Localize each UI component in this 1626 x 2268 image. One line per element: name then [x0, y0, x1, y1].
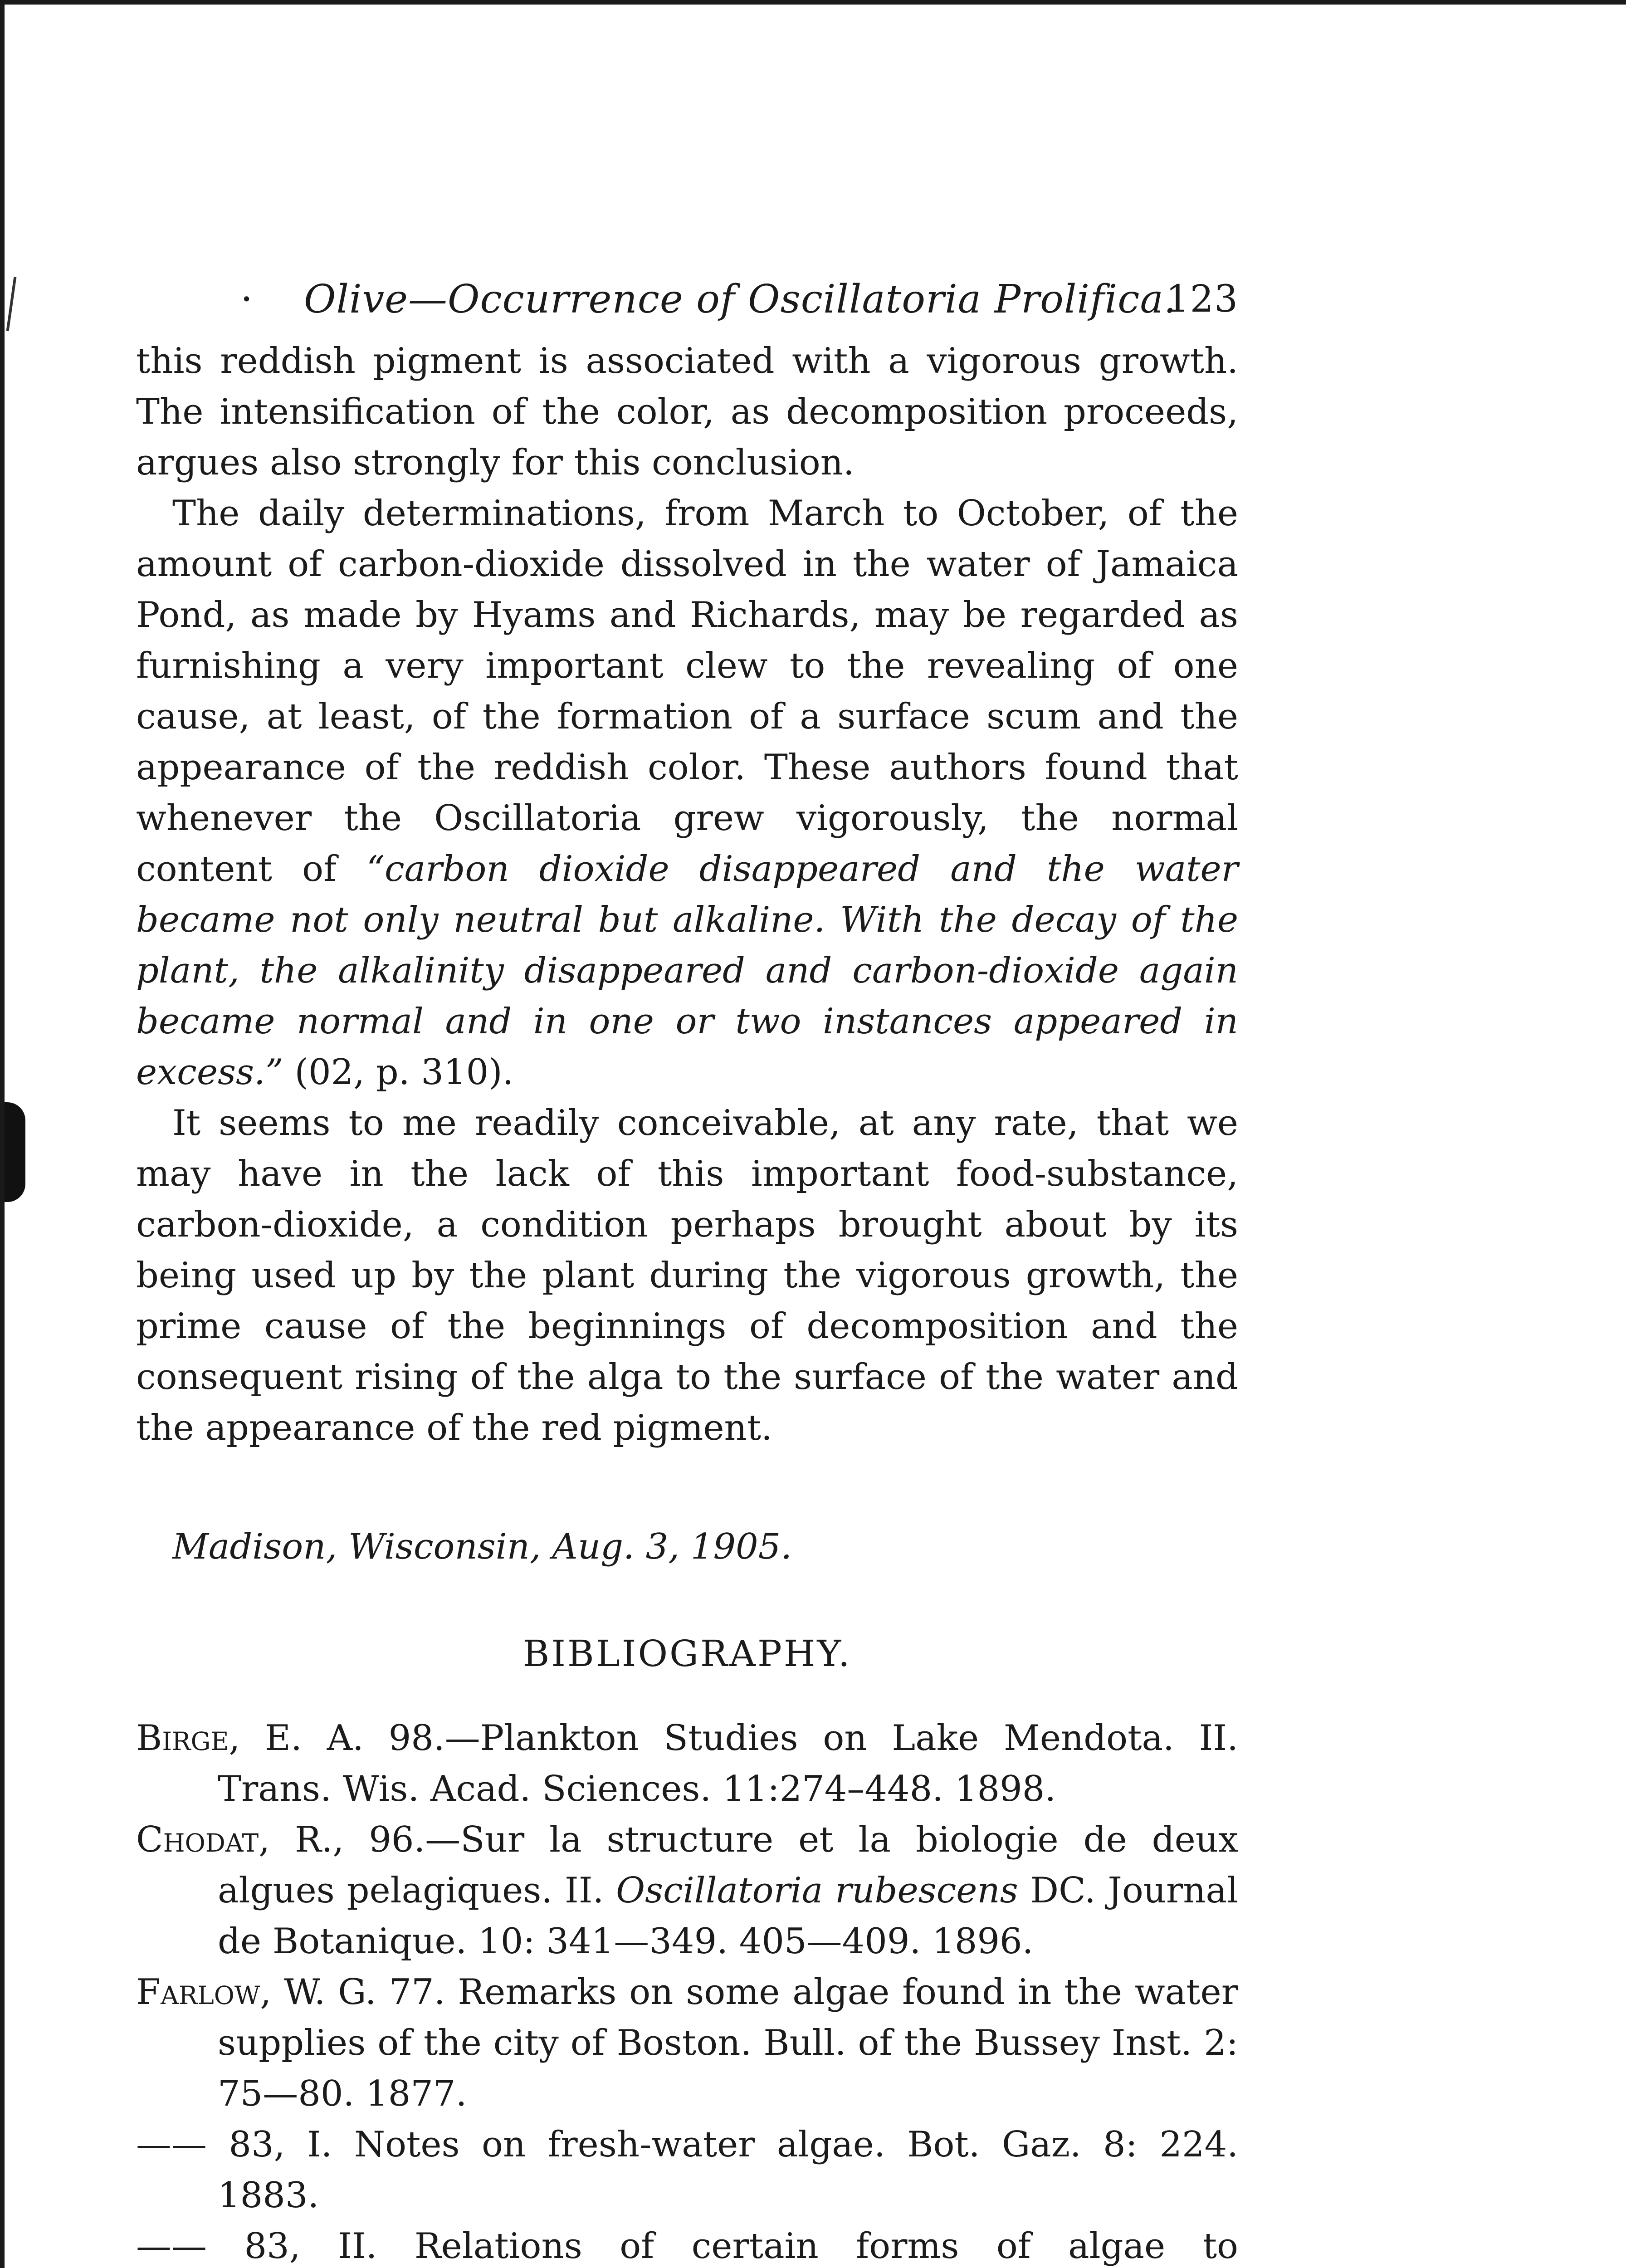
bibliography-entry — [136, 1713, 1238, 1814]
body-text — [136, 336, 1238, 1453]
running-head-title: Olive—Occurrence of Oscillatoria Prolifica. — [304, 277, 1177, 322]
entry-ditto-dash: —— — [136, 2124, 207, 2165]
bibliography-entry — [136, 1814, 1238, 1967]
paragraph-2 — [136, 488, 1238, 1098]
page-number: 123 — [1166, 278, 1238, 321]
signoff-place-date: Madison, Wisconsin, Aug. 3, 1905. — [172, 1526, 792, 1567]
entry-italic-taxon: Oscillatoria rubescens — [616, 1870, 1018, 1911]
entry-author: Chodat, R. — [136, 1819, 333, 1860]
running-head-dot: · — [240, 277, 254, 322]
entry-text-after: DC. Journal de Botanique. 10: 341—349. 405—409. 1896. — [218, 1870, 1238, 1962]
paragraph-2-text: The daily determinations, from March to October, of the amount of carbon-dioxide dissolved in the water of Jamaica Pond, as made by Hyams and Richards, may be regarded as furnishing a very important clew to the revealing of one cause, at least, of the formation of a surface scum and the appearance of the reddish color. These authors found that whenever the Oscillatoria grew vigorously, the normal content of — [136, 493, 1238, 890]
entry-ditto-dash: —— — [136, 2226, 207, 2267]
binding-ink-mark — [5, 1102, 25, 1202]
edge-tick-mark — [6, 277, 17, 331]
entry-text: 83, I. Notes on fresh-water algae. Bot. Gaz. 8: 224. 1883. — [207, 2124, 1238, 2216]
entry-text: , 96.—Sur la structure et la biologie de deux algues pelagiques. II. — [218, 1819, 1238, 1911]
bibliography-entry — [136, 2119, 1238, 2221]
running-head — [136, 272, 1238, 336]
bibliography-list — [136, 1713, 1238, 2268]
entry-text: 77. Remarks on some algae found in the water supplies of the city of Boston. Bull. of the Bussey Inst. 2: 75—80. 1877. — [218, 1972, 1238, 2114]
paragraph-3: It seems to me readily conceivable, at any rate, that we may have in the lack of this important food-substance, carbon-dioxide, a condition perhaps brought about by its being used up by the plant during the vigorous growth, the prime cause of the beginnings of decomposition and the consequent rising of the alga to the surface of the water and the appearance of the red pigment. — [136, 1103, 1238, 1448]
bibliography-entry — [136, 1967, 1238, 2119]
entry-text: 98.—Plankton Studies on Lake Mendota. II. Trans. Wis. Acad. Sciences. 11:274–448. 1898. — [218, 1718, 1238, 1809]
entry-author: Birge, E. A. — [136, 1718, 364, 1759]
paragraph-1: this reddish pigment is associated with a vigorous growth. The intensification of the color, as decomposition proceeds, argues also strongly for this conclusion. — [136, 341, 1238, 483]
bibliography-entry — [136, 2221, 1238, 2268]
bibliography-heading: BIBLIOGRAPHY. — [522, 1633, 852, 1675]
paragraph-2-citation: (02, p. 310). — [283, 1052, 514, 1093]
entry-author: Farlow, W. G. — [136, 1972, 376, 2013]
entry-text: 83, II. Relations of certain forms of algae to — [244, 2226, 1238, 2267]
text-column — [136, 272, 1238, 2268]
paragraph-2-quote: “carbon dioxide disappeared and the water became not only neutral but alkaline. With the decay of the plant, the alkalinity disappeared and carbon-dioxide again became normal and in one or two instances appeared in excess.” — [136, 849, 1238, 1093]
